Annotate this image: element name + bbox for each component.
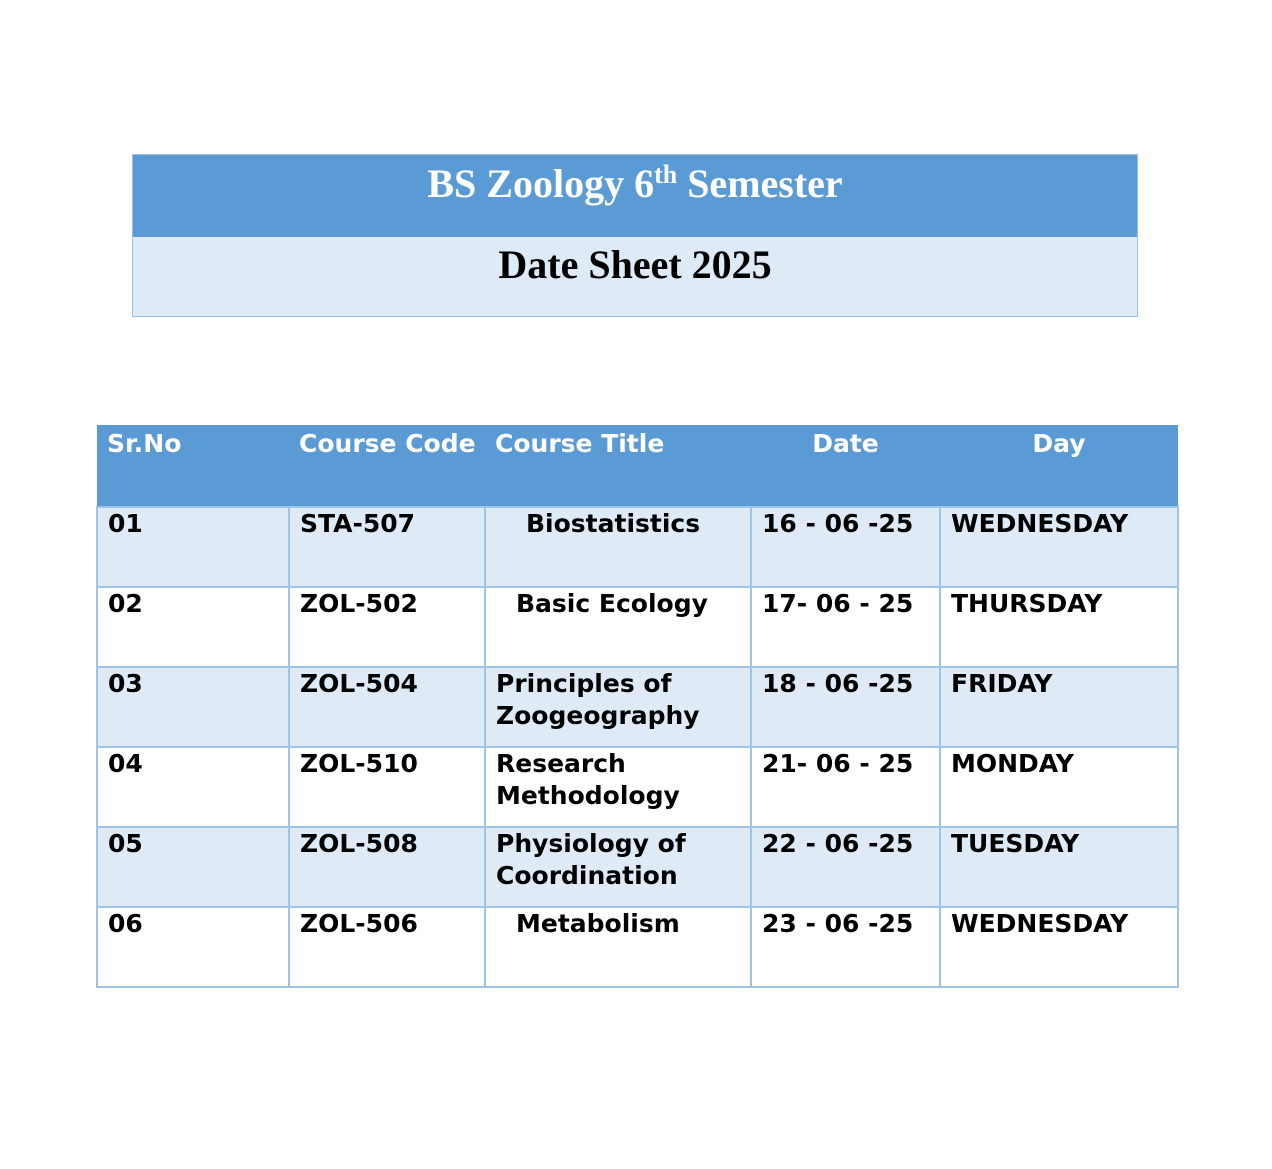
cell-date: 21- 06 - 25	[751, 747, 940, 827]
program-title-rest: Semester	[677, 161, 843, 206]
title-box	[132, 154, 1138, 317]
cell-sr-no: 01	[97, 507, 289, 587]
table-header-row	[97, 425, 1178, 507]
cell-day: FRIDAY	[940, 667, 1178, 747]
cell-day: WEDNESDAY	[940, 907, 1178, 987]
program-title	[133, 155, 1137, 237]
table-row	[97, 587, 1178, 667]
cell-sr-no: 04	[97, 747, 289, 827]
cell-course-code: ZOL-502	[289, 587, 485, 667]
cell-course-code: STA-507	[289, 507, 485, 587]
table-row	[97, 907, 1178, 987]
col-header-day: Day	[940, 425, 1178, 507]
col-header-course-code: Course Code	[289, 425, 485, 507]
cell-date: 17- 06 - 25	[751, 587, 940, 667]
col-header-sr-no: Sr.No	[97, 425, 289, 507]
cell-course-code: ZOL-510	[289, 747, 485, 827]
cell-sr-no: 06	[97, 907, 289, 987]
cell-course-title: Biostatistics	[485, 507, 751, 587]
cell-day: MONDAY	[940, 747, 1178, 827]
table-row	[97, 507, 1178, 587]
cell-course-code: ZOL-504	[289, 667, 485, 747]
table-row	[97, 667, 1178, 747]
date-sheet-table	[96, 425, 1179, 988]
cell-course-title: Research Methodology	[485, 747, 751, 827]
program-title-main: BS Zoology 6	[427, 161, 655, 206]
cell-day: THURSDAY	[940, 587, 1178, 667]
cell-date: 22 - 06 -25	[751, 827, 940, 907]
cell-sr-no: 03	[97, 667, 289, 747]
cell-course-title: Physiology of Coordination	[485, 827, 751, 907]
cell-course-code: ZOL-506	[289, 907, 485, 987]
cell-course-title: Basic Ecology	[485, 587, 751, 667]
cell-day: TUESDAY	[940, 827, 1178, 907]
cell-sr-no: 05	[97, 827, 289, 907]
cell-course-title: Metabolism	[485, 907, 751, 987]
table-row	[97, 747, 1178, 827]
cell-course-code: ZOL-508	[289, 827, 485, 907]
cell-date: 16 - 06 -25	[751, 507, 940, 587]
table-row	[97, 827, 1178, 907]
cell-date: 23 - 06 -25	[751, 907, 940, 987]
cell-date: 18 - 06 -25	[751, 667, 940, 747]
col-header-date: Date	[751, 425, 940, 507]
cell-day: WEDNESDAY	[940, 507, 1178, 587]
date-sheet-title: Date Sheet 2025	[133, 237, 1137, 316]
cell-sr-no: 02	[97, 587, 289, 667]
col-header-course-title: Course Title	[485, 425, 751, 507]
program-title-superscript: th	[654, 160, 678, 189]
cell-course-title: Principles of Zoogeography	[485, 667, 751, 747]
